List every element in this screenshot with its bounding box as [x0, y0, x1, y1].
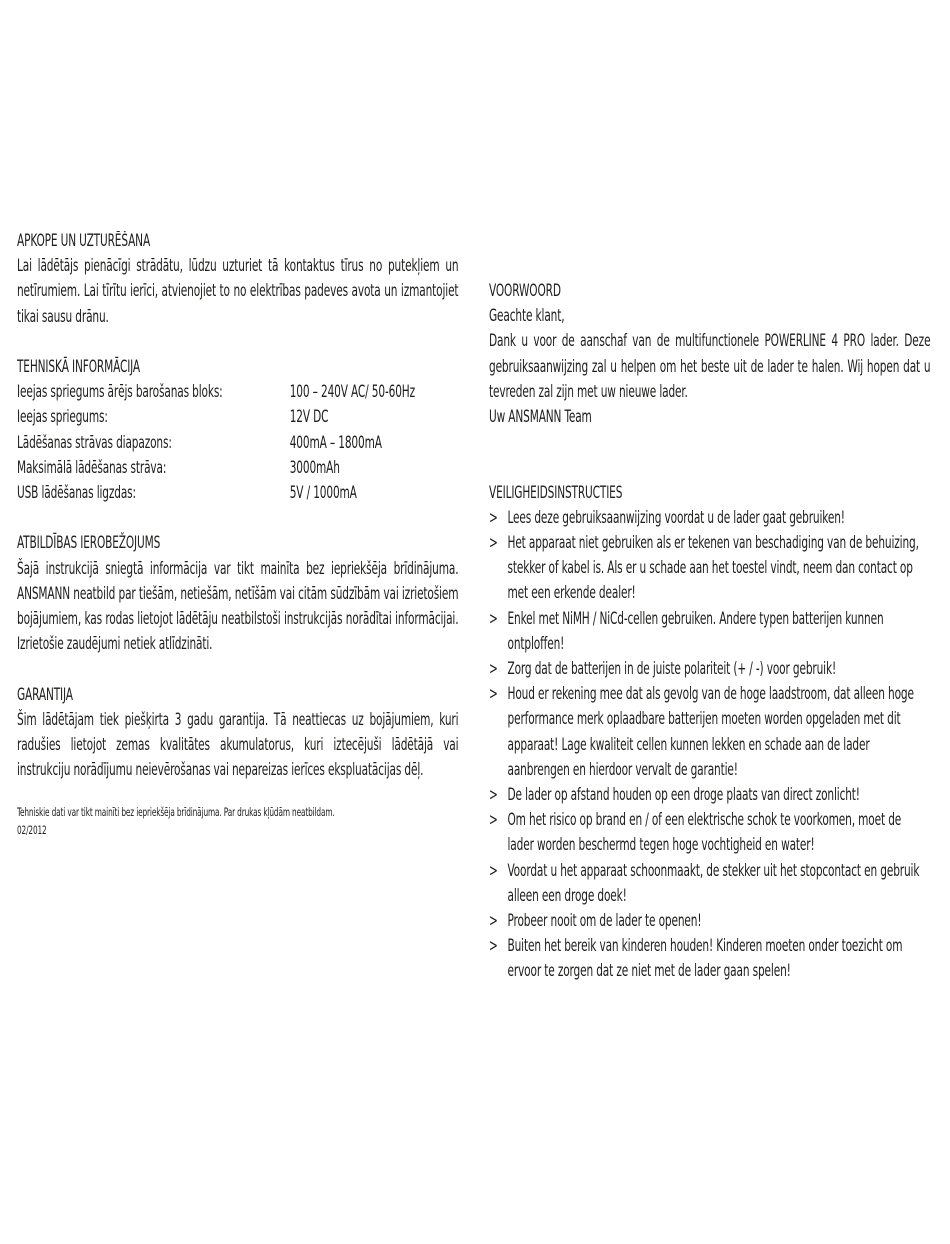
spec-row — [17, 455, 458, 480]
list-item — [489, 782, 930, 807]
list-item-text: Lees deze gebruiksaanwijzing voordat u de lader gaat gebruiken! — [507, 507, 845, 527]
liability-heading: ATBILDĪBAS IEROBEŽOJUMS — [17, 533, 161, 553]
print-date: 02/2012 — [17, 823, 47, 838]
spec-value: 12V DC — [289, 407, 329, 427]
foreword-section — [489, 278, 930, 429]
spacer — [17, 329, 458, 354]
spec-value: 3000mAh — [289, 457, 340, 477]
spec-row — [17, 379, 458, 404]
list-item — [489, 656, 930, 681]
spec-row — [17, 430, 458, 455]
spec-value: 5V / 1000mA — [289, 483, 357, 503]
bullet-marker: > — [489, 785, 498, 805]
safety-list — [489, 505, 930, 984]
bullet-marker: > — [489, 608, 498, 628]
list-item — [489, 908, 930, 933]
spec-row — [17, 404, 458, 429]
bullet-marker: > — [489, 533, 498, 553]
technical-section — [17, 354, 458, 505]
spec-label: Ieejas spriegums: — [17, 407, 108, 427]
spec-row — [17, 480, 458, 505]
bullet-marker: > — [489, 936, 498, 956]
list-item-text: Voordat u het apparaat schoonmaakt, de stekker uit het stopcontact en gebruik alleen een droge doek! — [507, 860, 920, 905]
maintenance-text: Lai lādētājs pienācīgi strādātu, lūdzu uzturiet tā kontaktus tīrus no putekļiem un netīrumiem. Lai tīrītu ierīci, atvienojiet to no elektrības padeves avota un izmantojiet tikai sausu drānu. — [17, 256, 459, 326]
maintenance-heading: APKOPE UN UZTURĒŠANA — [17, 231, 151, 250]
bullet-marker: > — [489, 507, 498, 527]
liability-section — [17, 530, 458, 656]
right-column — [489, 278, 930, 984]
warranty-section — [17, 682, 458, 783]
spec-value: 100 – 240V AC/ 50-60Hz — [289, 382, 416, 402]
list-item-text: Het apparaat niet gebruiken als er tekenen van beschadiging van de behuizing, stekker of kabel is. Als er u schade aan het toestel vindt, neem dan contact op met een erkende dealer! — [507, 533, 919, 603]
liability-text: Šajā instrukcijā sniegtā informācija var tikt mainīta bez iepriekšēja brīdinājuma. ANSMANN neatbild par tiešām, netiešām, netīšām vai citām sūdzībām vai izrietošiem bojājumiem, kas rodas lietojot lādētāju neatbilstoši instrukcijās norādītai informācijai. Izrietošie zaudējumi netiek atlīdzināti. — [17, 558, 459, 654]
left-column — [17, 228, 458, 839]
technical-heading: TEHNISKĀ INFORMĀCIJA — [17, 357, 141, 376]
foreword-heading: VOORWOORD — [489, 281, 561, 300]
list-item — [489, 606, 930, 656]
spec-label: Ieejas spriegums ārējs barošanas bloks: — [17, 382, 223, 402]
foreword-signature: Uw ANSMANN Team — [489, 407, 592, 427]
safety-section — [489, 480, 930, 984]
list-item-text: De lader op afstand houden op een droge plaats van direct zonlicht! — [507, 785, 860, 805]
spec-label: Maksimālā lādēšanas strāva: — [17, 457, 167, 477]
footnote-text: Tehniskie dati var tikt mainīti bez iepriekšēja brīdinājuma. Par drukas kļūdām neatbildam. — [17, 805, 335, 820]
spec-label: USB lādēšanas ligzdas: — [17, 483, 136, 503]
list-item — [489, 530, 930, 606]
list-item-text: Enkel met NiMH / NiCd-cellen gebruiken. Andere typen batterijen kunnen ontploffen! — [507, 608, 884, 653]
spacer — [17, 656, 458, 681]
spec-value: 400mA – 1800mA — [289, 432, 382, 452]
list-item-text: Houd er rekening mee dat als gevolg van de hoge laadstroom, dat alleen hoge performance merk oplaadbare batterijen moeten worden opgeladen met dit apparaat! Lage kwaliteit cellen kunnen lekken en schade aan de lader aanbrengen en hierdoor vervalt de garantie! — [507, 684, 914, 779]
foreword-greeting: Geachte klant, — [489, 306, 565, 326]
bullet-marker: > — [489, 684, 498, 704]
warranty-heading: GARANTIJA — [17, 684, 73, 704]
list-item — [489, 505, 930, 530]
spec-label: Lādēšanas strāvas diapazons: — [17, 432, 172, 452]
foreword-text: Dank u voor de aanschaf van de multifunctionele POWERLINE 4 PRO lader. Deze gebruiksaanwijzing zal u helpen om het beste uit de lader te halen. Wij hopen dat u tevreden zal zijn met uw nieuwe lader. — [489, 331, 931, 401]
bullet-marker: > — [489, 659, 498, 679]
list-item-text: Om het risico op brand en / of een elektrische schok te voorkomen, moet de lader worden beschermd tegen hoge vochtigheid en water! — [507, 810, 902, 855]
spacer — [489, 429, 930, 479]
list-item — [489, 933, 930, 983]
footnote-block — [17, 803, 458, 839]
maintenance-section — [17, 228, 458, 329]
list-item-text: Zorg dat de batterijen in de juiste polariteit (+ / -) voor gebruik! — [507, 659, 837, 679]
bullet-marker: > — [489, 860, 498, 880]
bullet-marker: > — [489, 911, 498, 931]
spacer — [17, 505, 458, 530]
list-item — [489, 807, 930, 857]
warranty-text: Šim lādētājam tiek piešķirta 3 gadu garantija. Tā neattiecas uz bojājumiem, kuri radušies lietojot zemas kvalitātes akumulatorus, kuri iztecējuši lādētājā vai instrukciju norādījumu neievērošanas vai nepareizas ierīces ekspluatācijas dēļ. — [17, 709, 459, 780]
bullet-marker: > — [489, 810, 498, 830]
list-item-text: Probeer nooit om de lader te openen! — [507, 911, 702, 931]
list-item — [489, 858, 930, 908]
list-item — [489, 681, 930, 782]
safety-heading: VEILIGHEIDSINSTRUCTIES — [489, 482, 623, 502]
list-item-text: Buiten het bereik van kinderen houden! Kinderen moeten onder toezicht om ervoor te zorgen dat ze niet met de lader gaan spelen! — [507, 936, 903, 981]
